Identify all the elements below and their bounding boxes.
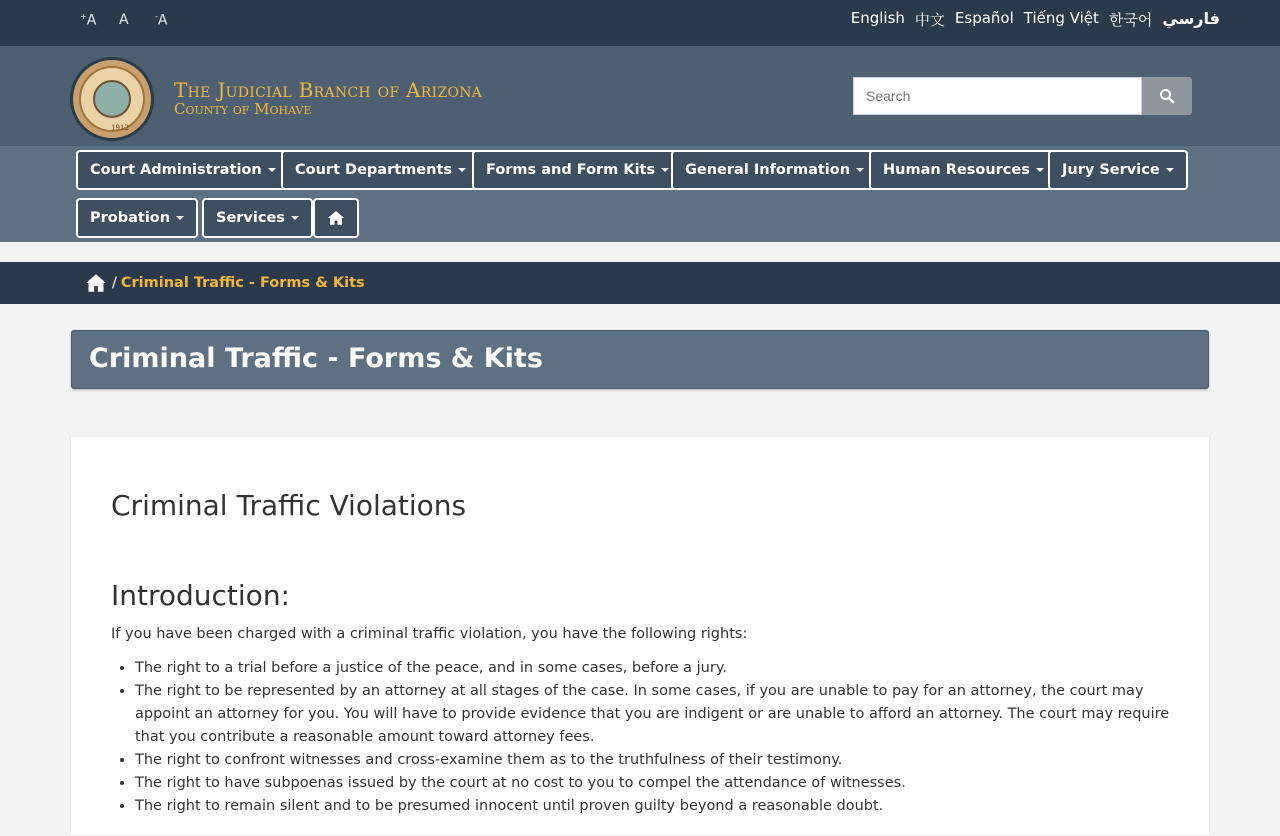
page-title-banner — [71, 330, 1209, 389]
nav-label: Human Resources — [883, 162, 1030, 178]
utility-bar — [0, 0, 1280, 46]
site-subtitle: County of Mohave — [174, 100, 312, 118]
state-seal-logo[interactable] — [70, 57, 154, 141]
language-english[interactable]: English — [850, 9, 905, 27]
content-heading: Criminal Traffic Violations — [111, 489, 467, 522]
language-selector — [851, 9, 1220, 30]
caret-down-icon — [1036, 168, 1044, 172]
search-icon — [1159, 88, 1175, 104]
language-korean[interactable]: 한국어 — [1108, 11, 1153, 29]
site-title: The Judicial Branch of Arizona — [174, 78, 483, 102]
nav-services[interactable] — [202, 198, 313, 238]
nav-jury-service[interactable] — [1048, 150, 1188, 190]
caret-down-icon — [856, 168, 864, 172]
seal-year: 1912 — [111, 124, 129, 132]
font-decrease-button[interactable]: -A — [155, 12, 168, 29]
caret-down-icon — [1166, 168, 1174, 172]
nav-probation[interactable] — [76, 198, 198, 238]
nav-human-resources[interactable] — [869, 150, 1058, 190]
site-header — [0, 46, 1280, 146]
list-item: • The right to remain silent and to be presumed innocent until proven guilty beyond a reasonable doubt. — [135, 795, 1175, 818]
nav-home-button[interactable] — [313, 198, 359, 238]
caret-down-icon — [291, 216, 299, 220]
nav-court-departments[interactable] — [281, 150, 480, 190]
breadcrumb-separator: / — [112, 275, 117, 291]
main-navigation — [0, 146, 1280, 242]
nav-label: Forms and Form Kits — [486, 162, 656, 178]
home-icon[interactable] — [84, 273, 108, 293]
caret-down-icon — [661, 168, 669, 172]
font-increase-button[interactable]: +A — [80, 12, 97, 29]
section-heading: Introduction: — [111, 579, 290, 612]
language-farsi[interactable]: فارسي — [1162, 9, 1220, 28]
intro-text: If you have been charged with a criminal traffic violation, you have the following rights: — [111, 626, 748, 642]
language-chinese[interactable]: 中文 — [914, 11, 945, 29]
nav-general-information[interactable] — [671, 150, 878, 190]
nav-label: Services — [216, 210, 285, 226]
breadcrumb — [0, 262, 1280, 304]
rights-list — [135, 657, 1175, 818]
search-input[interactable] — [853, 77, 1142, 115]
nav-court-administration[interactable] — [76, 150, 290, 190]
main-content — [70, 436, 1210, 836]
caret-down-icon — [268, 168, 276, 172]
seal-ring — [79, 66, 145, 132]
search-button[interactable] — [1142, 77, 1192, 115]
site-brand[interactable] — [174, 78, 482, 118]
seal-center — [93, 80, 131, 118]
list-item: • The right to have subpoenas issued by the court at no cost to you to compel the attendance of witnesses. — [135, 772, 1175, 795]
font-reset-button[interactable]: A — [119, 12, 129, 28]
nav-forms-and-form-kits[interactable] — [472, 150, 683, 190]
list-item: • The right to a trial before a justice of the peace, and in some cases, before a jury. — [135, 657, 1175, 680]
page-title: Criminal Traffic - Forms & Kits — [89, 343, 543, 374]
nav-label: Court Administration — [90, 162, 262, 178]
home-icon — [327, 210, 345, 226]
nav-label: Court Departments — [295, 162, 453, 178]
list-item: • The right to confront witnesses and cross-examine them as to the truthfulness of their testimony. — [135, 749, 1175, 772]
list-item: • The right to be represented by an attorney at all stages of the case. In some cases, if you are unable to pay for an attorney, the court may appoint an attorney for you. You will have to provide evidence that you are indigent or are unable to afford an attorney. The court may require that you contribute a reasonable amount toward attorney fees. — [135, 680, 1175, 749]
nav-label: General Information — [685, 162, 851, 178]
caret-down-icon — [458, 168, 466, 172]
language-spanish[interactable]: Español — [954, 9, 1014, 27]
caret-down-icon — [176, 216, 184, 220]
language-vietnamese[interactable]: Tiếng Việt — [1023, 9, 1099, 27]
nav-label: Jury Service — [1062, 162, 1160, 178]
breadcrumb-current[interactable]: Criminal Traffic - Forms & Kits — [120, 275, 365, 291]
nav-label: Probation — [90, 210, 171, 226]
